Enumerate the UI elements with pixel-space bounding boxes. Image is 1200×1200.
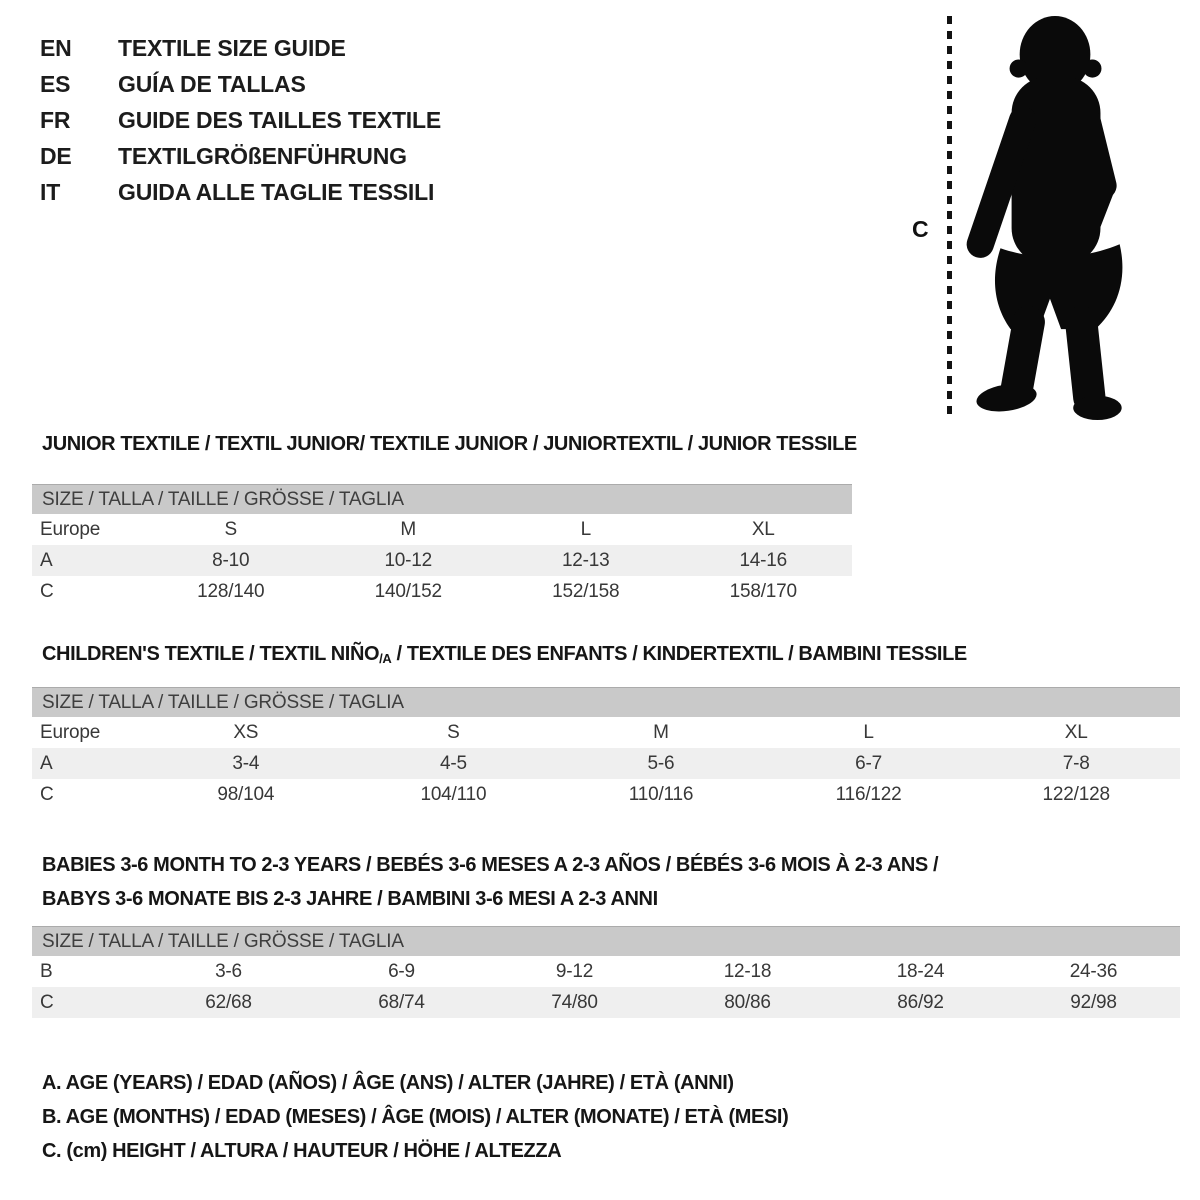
- size-value-cell: 122/128: [1042, 783, 1110, 805]
- size-value-cell: 3-4: [142, 748, 350, 779]
- size-value-cell: 158/170: [729, 580, 797, 602]
- row-label: B: [40, 960, 53, 982]
- size-value-cell: XS: [233, 721, 259, 743]
- row-label: A: [32, 748, 142, 779]
- guide-title: TEXTILGRÖßENFÜHRUNG: [118, 142, 407, 169]
- height-measure-label: C: [912, 216, 929, 242]
- size-value-cell: 68/74: [315, 987, 488, 1018]
- size-value-cell: 24-36: [1069, 960, 1118, 982]
- lang-row-de: [40, 138, 441, 174]
- lang-row-es: [40, 66, 441, 102]
- babies-heading-line2: BABYS 3-6 MONATE BIS 2-3 JAHRE / BAMBINI 3-6 MESI A 2-3 ANNI: [42, 888, 658, 910]
- height-measure-dashed-line: [947, 16, 952, 418]
- size-value-cell: 98/104: [217, 783, 275, 805]
- size-value-cell: XL: [751, 518, 775, 540]
- legend-line-c: C. (cm) HEIGHT / ALTURA / HAUTEUR / HÖHE / ALTEZZA: [42, 1140, 562, 1162]
- lang-row-fr: [40, 102, 441, 138]
- size-value-cell: 12-13: [497, 545, 675, 576]
- size-value-cell: 14-16: [675, 545, 853, 576]
- size-value-cell: 18-24: [896, 960, 945, 982]
- children-size-header-bar: SIZE / TALLA / TAILLE / GRÖSSE / TAGLIA: [32, 687, 1180, 717]
- children-heading-text: / TEXTILE DES ENFANTS / KINDERTEXTIL / BAMBINI TESSILE: [391, 643, 967, 665]
- size-value-cell: S: [447, 721, 460, 743]
- size-value-cell: 3-6: [215, 960, 242, 982]
- babies-size-header-bar: SIZE / TALLA / TAILLE / GRÖSSE / TAGLIA: [32, 926, 1180, 956]
- size-value-cell: 8-10: [142, 545, 320, 576]
- table-row: [32, 514, 852, 545]
- children-heading-subscript: /A: [379, 651, 392, 666]
- guide-title: GUÍA DE TALLAS: [118, 70, 306, 97]
- babies-section-heading: [42, 848, 938, 916]
- table-row: [32, 987, 1180, 1018]
- children-section-heading: [42, 643, 967, 666]
- size-value-cell: 5-6: [557, 748, 765, 779]
- table-row: [32, 576, 852, 607]
- size-value-cell: S: [224, 518, 237, 540]
- babies-heading-line1: BABIES 3-6 MONTH TO 2-3 YEARS / BEBÉS 3-6 MESES A 2-3 AÑOS / BÉBÉS 3-6 MOIS À 2-3 ANS /: [42, 854, 939, 876]
- size-value-cell: L: [580, 518, 591, 540]
- size-value-cell: 74/80: [488, 987, 661, 1018]
- size-value-cell: XL: [1064, 721, 1088, 743]
- size-value-cell: 128/140: [197, 580, 265, 602]
- row-label: Europe: [40, 518, 101, 540]
- lang-row-it: [40, 174, 441, 210]
- size-value-cell: 110/116: [628, 783, 694, 805]
- legend-line-a: A. AGE (YEARS) / EDAD (AÑOS) / ÂGE (ANS) / ALTER (JAHRE) / ETÀ (ANNI): [42, 1072, 734, 1094]
- size-value-cell: 116/122: [835, 783, 902, 805]
- size-value-cell: L: [863, 721, 874, 743]
- lang-code: ES: [40, 70, 71, 97]
- children-heading-text: CHILDREN'S TEXTILE / TEXTIL NIÑO: [42, 643, 380, 665]
- size-value-cell: 12-18: [723, 960, 772, 982]
- junior-size-header-bar: SIZE / TALLA / TAILLE / GRÖSSE / TAGLIA: [32, 484, 852, 514]
- size-value-cell: 9-12: [555, 960, 594, 982]
- size-value-cell: 104/110: [420, 783, 487, 805]
- guide-title: GUIDA ALLE TAGLIE TESSILI: [118, 178, 435, 205]
- measurement-legend: [42, 1066, 788, 1168]
- junior-size-table: [32, 514, 852, 607]
- size-value-cell: 80/86: [661, 987, 834, 1018]
- size-value-cell: 62/68: [142, 987, 315, 1018]
- row-label: C: [40, 580, 54, 602]
- table-row: [32, 779, 1180, 810]
- table-row: [32, 545, 852, 576]
- size-value-cell: 140/152: [374, 580, 442, 602]
- guide-title: GUIDE DES TAILLES TEXTILE: [118, 106, 441, 133]
- guide-title: TEXTILE SIZE GUIDE: [118, 34, 346, 61]
- table-row: [32, 956, 1180, 987]
- row-label: A: [32, 545, 142, 576]
- size-value-cell: M: [653, 721, 669, 743]
- lang-code: FR: [40, 106, 71, 133]
- row-label: C: [32, 987, 142, 1018]
- table-row: [32, 717, 1180, 748]
- size-value-cell: 10-12: [320, 545, 498, 576]
- toddler-silhouette-icon: [964, 14, 1142, 420]
- babies-size-table: [32, 956, 1180, 1018]
- size-value-cell: 4-5: [350, 748, 558, 779]
- lang-code: DE: [40, 142, 72, 169]
- size-value-cell: 7-8: [972, 748, 1180, 779]
- size-value-cell: 92/98: [1007, 987, 1180, 1018]
- lang-code: EN: [40, 34, 72, 61]
- size-value-cell: M: [400, 518, 417, 540]
- size-value-cell: 6-9: [388, 960, 415, 982]
- size-value-cell: 86/92: [834, 987, 1007, 1018]
- size-value-cell: 6-7: [765, 748, 973, 779]
- language-title-list: [40, 30, 441, 210]
- lang-code: IT: [40, 178, 61, 205]
- legend-line-b: B. AGE (MONTHS) / EDAD (MESES) / ÂGE (MOIS) / ALTER (MONATE) / ETÀ (MESI): [42, 1106, 789, 1128]
- junior-section-heading: JUNIOR TEXTILE / TEXTIL JUNIOR/ TEXTILE JUNIOR / JUNIORTEXTIL / JUNIOR TESSILE: [42, 433, 857, 455]
- row-label: Europe: [40, 721, 101, 743]
- table-row: [32, 748, 1180, 779]
- children-size-table: [32, 717, 1180, 810]
- lang-row-en: [40, 30, 441, 66]
- row-label: C: [40, 783, 54, 805]
- size-value-cell: 152/158: [552, 580, 620, 602]
